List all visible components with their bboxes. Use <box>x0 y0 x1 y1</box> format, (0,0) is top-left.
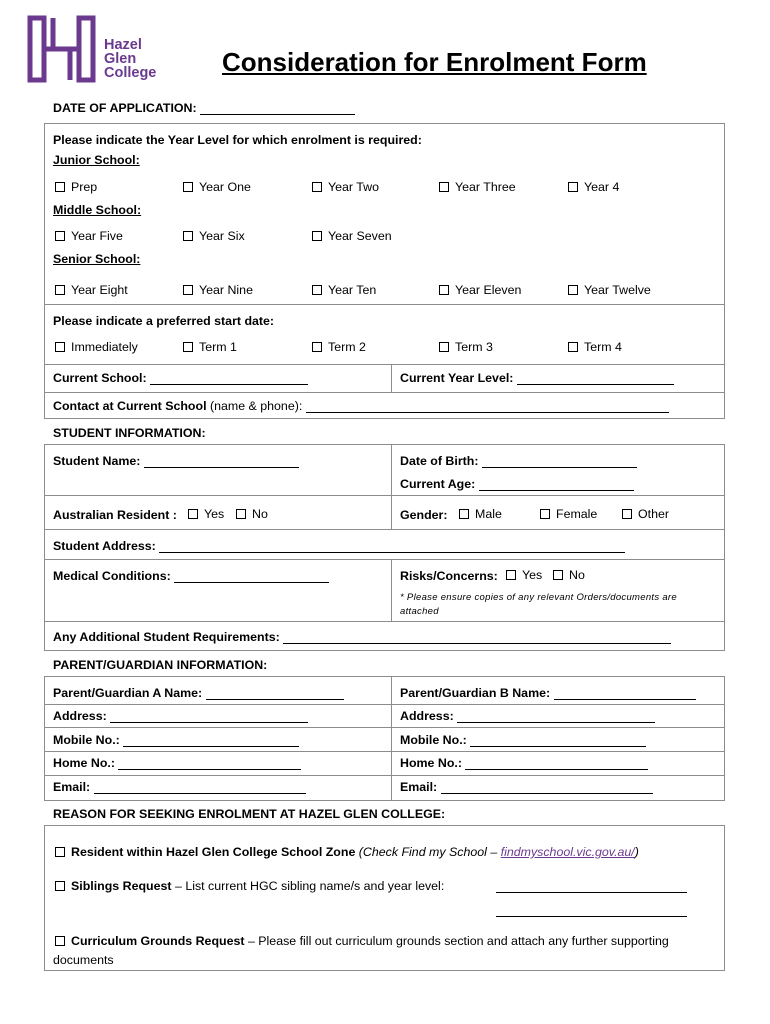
guardian-b-name-input[interactable] <box>554 699 696 700</box>
date-of-birth-field[interactable] <box>400 454 637 468</box>
medical-conditions-field[interactable] <box>53 569 329 583</box>
checkbox-year-one[interactable]: Year One <box>183 180 251 194</box>
divider <box>44 559 724 560</box>
divider <box>391 676 392 800</box>
additional-requirements-label: Any Additional Student Requirements: <box>53 630 280 644</box>
student-name-label: Student Name: <box>53 454 141 468</box>
divider <box>44 304 724 305</box>
reason-siblings[interactable]: Siblings Request – List current HGC sibling name/s and year level: <box>55 879 444 893</box>
guardian-b-home-field[interactable]: Home No.: <box>400 756 648 770</box>
findmyschool-link[interactable]: findmyschool.vic.gov.au/ <box>500 845 635 859</box>
guardian-b-mobile-input[interactable] <box>470 746 646 747</box>
checkbox-year-ten[interactable]: Year Ten <box>312 283 376 297</box>
contact-label: Contact at Current School <box>53 399 207 413</box>
guardian-a-name-label: Parent/Guardian A Name: <box>53 686 203 700</box>
checkbox-year-4[interactable]: Year 4 <box>568 180 619 194</box>
gender-label: Gender: <box>400 508 448 522</box>
contact-current-school-input[interactable] <box>306 412 669 413</box>
guardian-b-name-label: Parent/Guardian B Name: <box>400 686 551 700</box>
checkbox-gender-male[interactable]: Male <box>459 507 502 521</box>
checkbox-siblings[interactable] <box>55 881 65 891</box>
checkbox-risks-yes[interactable]: Yes <box>506 568 542 582</box>
divider <box>44 392 724 393</box>
guardian-a-email-input[interactable] <box>94 793 306 794</box>
logo-text <box>104 38 156 80</box>
guardian-a-address-input[interactable] <box>110 722 308 723</box>
student-name-input[interactable] <box>144 467 299 468</box>
current-year-level-label: Current Year Level: <box>400 371 514 385</box>
current-year-level-input[interactable] <box>517 384 674 385</box>
guardian-a-name-field[interactable] <box>53 686 344 700</box>
checkbox-gender-female[interactable]: Female <box>540 507 597 521</box>
student-address-field[interactable] <box>53 539 625 553</box>
checkbox-term-4[interactable]: Term 4 <box>568 340 622 354</box>
divider <box>44 775 724 776</box>
junior-school-heading: Junior School: <box>53 153 140 167</box>
date-of-application-label: DATE OF APPLICATION: <box>53 101 197 115</box>
divider <box>44 529 724 530</box>
medical-conditions-label: Medical Conditions: <box>53 569 171 583</box>
guardian-a-name-input[interactable] <box>206 699 344 700</box>
reason-school-zone[interactable]: Resident within Hazel Glen College School Zone (Check Find my School – findmyschool.vic.gov.au/) <box>55 845 639 859</box>
guardian-a-mobile-field[interactable]: Mobile No.: <box>53 733 299 747</box>
checkbox-year-eleven[interactable]: Year Eleven <box>439 283 521 297</box>
parent-guardian-heading: PARENT/GUARDIAN INFORMATION: <box>53 658 268 672</box>
guardian-b-name-field[interactable] <box>400 686 696 700</box>
guardian-b-address-input[interactable] <box>457 722 655 723</box>
current-age-field[interactable] <box>400 477 634 491</box>
guardian-a-email-field[interactable]: Email: <box>53 780 306 794</box>
checkbox-year-five[interactable]: Year Five <box>55 229 123 243</box>
divider <box>391 444 392 529</box>
checkbox-year-seven[interactable]: Year Seven <box>312 229 392 243</box>
siblings-input-1[interactable] <box>496 878 687 893</box>
checkbox-immediately[interactable]: Immediately <box>55 340 138 354</box>
checkbox-resident-no[interactable]: No <box>236 507 268 521</box>
contact-current-school-field[interactable] <box>53 399 669 413</box>
page-title: Consideration for Enrolment Form <box>222 47 647 77</box>
current-school-field[interactable] <box>53 371 308 385</box>
checkbox-year-three[interactable]: Year Three <box>439 180 516 194</box>
additional-requirements-input[interactable] <box>283 643 671 644</box>
logo-line-2: Glen <box>104 51 137 67</box>
current-age-label: Current Age: <box>400 477 476 491</box>
guardian-b-email-input[interactable] <box>441 793 653 794</box>
divider <box>44 727 724 728</box>
attachment-note: * Please ensure copies of any relevant Orders/documents are attached <box>400 592 677 617</box>
additional-requirements-field[interactable] <box>53 630 671 644</box>
checkbox-risks-no[interactable]: No <box>553 568 585 582</box>
date-of-birth-input[interactable] <box>482 467 637 468</box>
student-address-input[interactable] <box>159 552 625 553</box>
hazel-glen-college-logo <box>27 15 99 83</box>
checkbox-school-zone[interactable] <box>55 847 65 857</box>
date-of-birth-label: Date of Birth: <box>400 454 479 468</box>
senior-school-heading: Senior School: <box>53 252 141 266</box>
current-school-label: Current School: <box>53 371 147 385</box>
divider <box>44 621 724 622</box>
medical-conditions-input[interactable] <box>174 582 329 583</box>
logo-line-3: College <box>104 65 157 81</box>
divider <box>391 559 392 621</box>
checkbox-resident-yes[interactable]: Yes <box>188 507 224 521</box>
checkbox-term-1[interactable]: Term 1 <box>183 340 237 354</box>
checkbox-term-2[interactable]: Term 2 <box>312 340 366 354</box>
checkbox-year-eight[interactable]: Year Eight <box>55 283 128 297</box>
australian-resident-label: Australian Resident : <box>53 508 177 522</box>
guardian-a-address-field[interactable]: Address: <box>53 709 308 723</box>
guardian-a-home-input[interactable] <box>118 769 301 770</box>
checkbox-year-six[interactable]: Year Six <box>183 229 245 243</box>
date-of-application-input[interactable] <box>200 114 355 115</box>
divider <box>44 364 724 365</box>
divider <box>44 751 724 752</box>
current-school-input[interactable] <box>150 384 308 385</box>
guardian-b-address-field[interactable]: Address: <box>400 709 655 723</box>
middle-school-heading: Middle School: <box>53 203 142 217</box>
student-address-label: Student Address: <box>53 539 156 553</box>
current-age-input[interactable] <box>479 490 634 491</box>
checkbox-prep[interactable]: Prep <box>55 180 97 194</box>
checkbox-curriculum[interactable] <box>55 936 65 946</box>
current-year-level-field[interactable] <box>400 371 674 385</box>
risks-concerns-label: Risks/Concerns: <box>400 569 498 583</box>
siblings-input-2[interactable] <box>496 902 687 917</box>
checkbox-year-two[interactable]: Year Two <box>312 180 379 194</box>
student-name-field[interactable] <box>53 454 299 468</box>
guardian-a-mobile-input[interactable] <box>123 746 299 747</box>
contact-hint: (name & phone): <box>209 399 303 413</box>
guardian-b-mobile-field[interactable]: Mobile No.: <box>400 733 646 747</box>
checkbox-year-twelve[interactable]: Year Twelve <box>568 283 651 297</box>
checkbox-gender-other[interactable]: Other <box>622 507 669 521</box>
checkbox-term-3[interactable]: Term 3 <box>439 340 493 354</box>
divider <box>44 495 724 496</box>
reason-curriculum[interactable]: Curriculum Grounds Request – Please fill out curriculum grounds section and attach any further supporting documents <box>53 934 669 967</box>
guardian-a-home-field[interactable]: Home No.: <box>53 756 301 770</box>
guardian-b-home-input[interactable] <box>465 769 648 770</box>
divider <box>44 704 724 705</box>
student-information-heading: STUDENT INFORMATION: <box>53 426 206 440</box>
start-date-prompt: Please indicate a preferred start date: <box>53 314 275 328</box>
year-level-prompt: Please indicate the Year Level for which enrolment is required: <box>53 133 422 147</box>
guardian-b-email-field[interactable]: Email: <box>400 780 653 794</box>
date-of-application-field[interactable] <box>53 101 355 115</box>
logo-line-1: Hazel <box>104 37 142 53</box>
divider <box>391 364 392 392</box>
checkbox-year-nine[interactable]: Year Nine <box>183 283 253 297</box>
reason-heading: REASON FOR SEEKING ENROLMENT AT HAZEL GLEN COLLEGE: <box>53 807 446 821</box>
